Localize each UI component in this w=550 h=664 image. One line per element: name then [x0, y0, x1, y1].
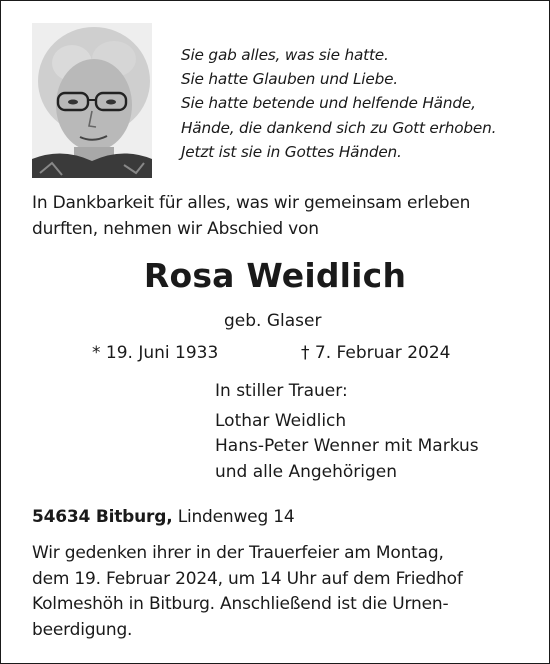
poem-line: Jetzt ist sie in Gottes Händen.	[181, 142, 402, 161]
portrait-photo	[32, 23, 152, 178]
address-city: 54634 Bitburg,	[32, 507, 173, 527]
poem	[181, 43, 496, 164]
mourners-block	[215, 379, 479, 485]
poem-line: Sie hatte betende und helfende Hände,	[181, 94, 476, 113]
mourning-heading: In stiller Trauer:	[215, 381, 348, 401]
funeral-line: dem 19. Februar 2024, um 14 Uhr auf dem Friedhof	[32, 568, 463, 589]
poem-line: Hände, die dankend sich zu Gott erhoben.	[181, 118, 497, 137]
poem-line: Sie gab alles, was sie hatte.	[181, 46, 389, 64]
mourner-name: und alle Angehörigen	[215, 461, 398, 482]
mourner-name: Lothar Weidlich	[215, 410, 347, 431]
intro-text	[32, 191, 470, 242]
maiden-name: geb. Glaser	[224, 311, 322, 331]
funeral-info	[32, 541, 463, 643]
intro-line: durften, nehmen wir Abschied von	[32, 218, 319, 239]
funeral-line: Kolmeshöh in Bitburg. Anschließend ist die Urnen-	[32, 594, 449, 614]
death-date: † 7. Februar 2024	[301, 343, 451, 363]
deceased-name: Rosa Weidlich	[143, 256, 407, 295]
poem-line: Sie hatte Glauben und Liebe.	[181, 70, 398, 89]
address	[32, 507, 294, 527]
funeral-line: beerdigung.	[32, 619, 133, 640]
intro-line: In Dankbarkeit für alles, was wir gemeinsam erleben	[32, 193, 471, 213]
mourner-name: Hans-Peter Wenner mit Markus	[215, 436, 479, 456]
birth-date: * 19. Juni 1933	[92, 343, 219, 363]
funeral-line: Wir gedenken ihrer in der Trauerfeier am Montag,	[32, 543, 444, 563]
address-street: Lindenweg 14	[177, 507, 295, 527]
